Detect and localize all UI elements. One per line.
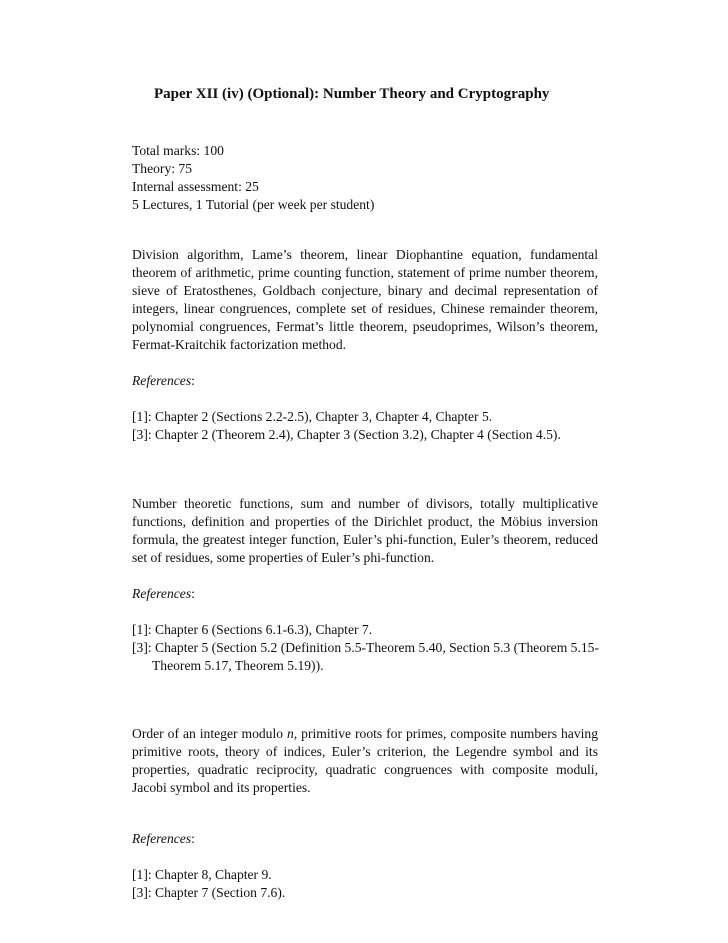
theory-marks: Theory: 75 bbox=[132, 161, 193, 176]
section-2 bbox=[132, 495, 598, 675]
references-label: References bbox=[132, 586, 192, 601]
references-label: References bbox=[132, 373, 192, 388]
section-1-references bbox=[132, 408, 598, 444]
section-2-references bbox=[132, 621, 598, 675]
reference-item: [3]: Chapter 2 (Theorem 2.4), Chapter 3 (Section 3.2), Chapter 4 (Section 4.5). bbox=[132, 427, 561, 442]
lecture-schedule: 5 Lectures, 1 Tutorial (per week per student) bbox=[132, 197, 375, 212]
section-1-references-heading: References: bbox=[132, 373, 195, 388]
references-label: References bbox=[132, 831, 192, 846]
section-2-body: Number theoretic functions, sum and number of divisors, totally multiplicative functions, definition and properties of the Dirichlet product, the Möbius inversion formula, the greatest integer function, Euler’s phi-function, Euler’s theorem, reduced set of residues, some properties of Euler’s phi-function. bbox=[132, 496, 598, 565]
variable-n: n bbox=[287, 726, 294, 741]
reference-item: [1]: Chapter 2 (Sections 2.2-2.5), Chapter 3, Chapter 4, Chapter 5. bbox=[132, 409, 493, 424]
document-page bbox=[132, 84, 598, 902]
reference-item-continuation: Theorem 5.17, Theorem 5.19)). bbox=[152, 658, 324, 673]
section-3-references-heading: References: bbox=[132, 831, 195, 846]
reference-item: [1]: Chapter 8, Chapter 9. bbox=[132, 867, 272, 882]
course-meta bbox=[132, 142, 598, 214]
section-3 bbox=[132, 725, 598, 902]
reference-item: [3]: Chapter 5 (Section 5.2 (Definition 5.5-Theorem 5.40, Section 5.3 (Theorem 5.15- bbox=[132, 640, 599, 655]
reference-item: [3]: Chapter 7 (Section 7.6). bbox=[132, 885, 286, 900]
section-1-body: Division algorithm, Lame’s theorem, linear Diophantine equation, fundamental theorem of arithmetic, prime counting function, statement of prime number theorem, sieve of Eratosthenes, Goldbach conjecture, binary and decimal representation of integers, linear congruences, complete set of residues, Chinese remainder theorem, polynomial congruences, Fermat’s little theorem, pseudoprimes, Wilson’s theorem, Fermat-Kraitchik factorization method. bbox=[132, 247, 598, 352]
internal-assessment: Internal assessment: 25 bbox=[132, 179, 259, 194]
page-title: Paper XII (iv) (Optional): Number Theory and Cryptography bbox=[154, 86, 550, 102]
section-2-references-heading: References: bbox=[132, 586, 195, 601]
section-1 bbox=[132, 246, 598, 444]
section-3-references bbox=[132, 866, 598, 902]
total-marks: Total marks: 100 bbox=[132, 143, 224, 158]
section-3-body: Order of an integer modulo n, primitive roots for primes, composite numbers having primitive roots, theory of indices, Euler’s criterion, the Legendre symbol and its properties, quadratic reciprocity, quadratic congruences with composite moduli, Jacobi symbol and its properties. bbox=[132, 726, 598, 795]
reference-item: [1]: Chapter 6 (Sections 6.1-6.3), Chapter 7. bbox=[132, 622, 373, 637]
